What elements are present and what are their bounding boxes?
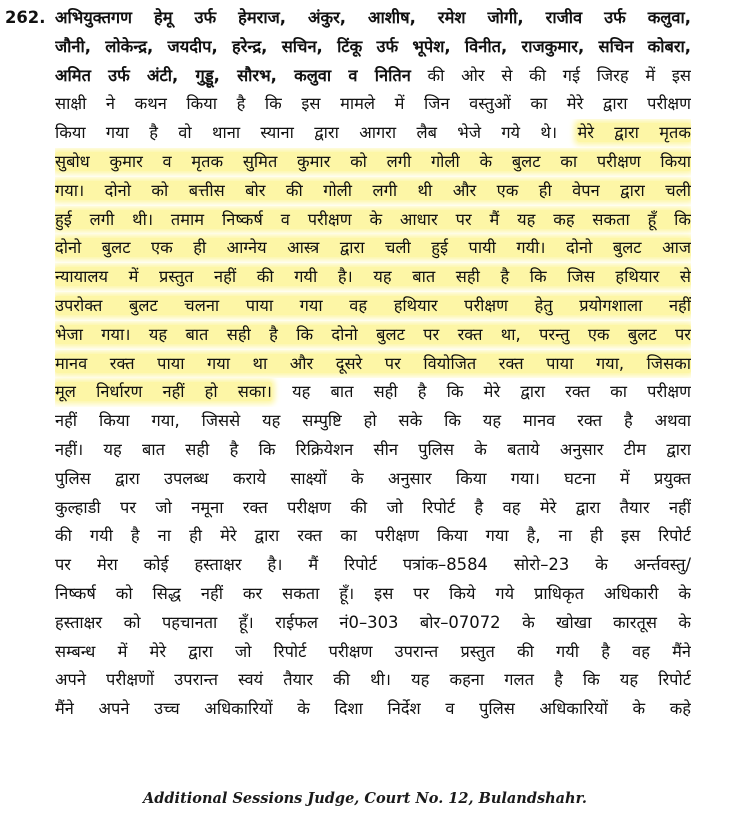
text-line (55, 206, 691, 235)
text-line (55, 580, 691, 609)
line-text: पर मेरा कोई हस्ताक्षर है। मैं रिपोर्ट पत्रांक–8584 सोरो–23 के अर्न्तवस्तु/ (55, 555, 691, 575)
line-text: अमित उर्फ अंटी, गुड्डू, सौरभ, कलुवा व नितिन (55, 65, 411, 85)
highlighted-text: भेजा गया। यह बात सही है कि दोनो बुलट पर रक्त था, परन्तु एक बुलट पर (55, 324, 691, 344)
line-text: किया गया है वो थाना स्याना द्वारा आगरा लैब भेजे गये थे। (55, 123, 578, 143)
text-line (55, 263, 691, 292)
text-line (55, 33, 691, 62)
text-line (55, 494, 691, 523)
highlighted-text: मेरे द्वारा मृतक (577, 123, 691, 143)
highlighted-text: सुबोध कुमार व मृतक सुमित कुमार को लगी गोली के बुलट का परीक्षण किया (55, 151, 691, 171)
text-line (55, 407, 691, 436)
court-footer: Additional Sessions Judge, Court No. 12, Bulandshahr. (143, 790, 587, 807)
text-line (55, 148, 691, 177)
text-line (55, 234, 691, 263)
text-line (55, 666, 691, 695)
text-line (55, 177, 691, 206)
line-text: जौनी, लोकेन्द्र, जयदीप, हरेन्द्र, सचिन, टिंकू उर्फ भूपेश, विनीत, राजकुमार, सचिन कोबरा, (55, 36, 691, 56)
text-line (55, 321, 691, 350)
text-line (55, 551, 691, 580)
highlighted-text: उपरोक्त बुलट चलना पाया गया वह हथियार परीक्षण हेतु प्रयोगशाला नहीं (55, 295, 691, 315)
text-line (55, 638, 691, 667)
text-line (5, 4, 691, 33)
highlighted-text: दोनो बुलट एक ही आग्नेय आस्त्र द्वारा चली हुई पायी गयी। दोनो बुलट आज (55, 238, 691, 258)
line-text: साक्षी ने कथन किया है कि इस मामले में जिन वस्तुओं का मेरे द्वारा परीक्षण (55, 94, 691, 114)
highlighted-text: मूल निर्धारण नहीं हो सका। (55, 382, 272, 402)
paragraph-number: 262. (5, 8, 46, 27)
text-line (55, 609, 691, 638)
text-line (55, 292, 691, 321)
text-line (55, 378, 691, 407)
line-text: की ओर से की गई जिरह में इस (410, 65, 691, 85)
highlighted-text: न्यायालय में प्रस्तुत नहीं की गयी है। यह बात सही है कि जिस हथियार से (55, 267, 691, 287)
line-text: सम्बन्ध में मेरे द्वारा जो रिपोर्ट परीक्षण उपरान्त प्रस्तुत की गयी है वह मैंने (55, 641, 691, 661)
line-text: हस्ताक्षर को पहचानता हूँ। राईफल नं0–303 बोर–07072 के खोखा कारतूस के (55, 612, 691, 632)
text-line (55, 465, 691, 494)
text-line (55, 90, 691, 119)
text-line (55, 436, 691, 465)
line-text: अभियुक्तगण हेमू उर्फ हेमराज, अंकुर, आशीष, रमेश जोगी, राजीव उर्फ कलुवा, (55, 8, 691, 27)
line-text: अपने परीक्षणों उपरान्त स्वयं तैयार की थी। यह कहना गलत है कि यह रिपोर्ट (55, 670, 691, 690)
highlighted-text: हुई लगी थी। तमाम निष्कर्ष व परीक्षण के आधार पर मैं यह कह सकता हूँ कि (55, 209, 691, 229)
text-line (55, 522, 691, 551)
line-text: निष्कर्ष को सिद्ध नहीं कर सकता हूँ। इस पर किये गये प्राधिकृत अधिकारी के (55, 583, 691, 603)
text-line (55, 62, 691, 91)
line-text: नहीं। यह बात सही है कि रिक्रियेशन सीन पुलिस के बताये अनुसार टीम द्वारा (55, 439, 691, 459)
line-text: नहीं किया गया, जिससे यह सम्पुष्टि हो सके कि यह मानव रक्त है अथवा (55, 411, 691, 431)
text-line (55, 695, 691, 724)
line-text: पुलिस द्वारा उपलब्ध कराये साक्ष्यों के अनुसार किया गया। घटना में प्रयुक्त (55, 468, 691, 488)
deposition-text (0, 4, 691, 724)
line-text: यह बात सही है कि मेरे द्वारा रक्त का परीक्षण (271, 382, 691, 402)
line-text: की गयी है ना ही मेरे द्वारा रक्त का परीक्षण किया गया है, ना ही इस रिपोर्ट (55, 526, 691, 546)
line-text: कुल्हाडी पर जो नमूना रक्त परीक्षण की जो रिपोर्ट है वह मेरे द्वारा तैयार नहीं (55, 497, 691, 517)
text-line (55, 350, 691, 379)
text-line (55, 119, 691, 148)
highlighted-text: गया। दोनो को बत्तीस बोर की गोली लगी थी और एक ही वेपन द्वारा चली (55, 180, 691, 200)
line-text: मैंने अपने उच्च अधिकारियों के दिशा निर्देश व पुलिस अधिकारियों के कहे (55, 699, 691, 719)
highlighted-text: मानव रक्त पाया गया था और दूसरे पर वियोजित रक्त पाया गया, जिसका (55, 353, 691, 373)
